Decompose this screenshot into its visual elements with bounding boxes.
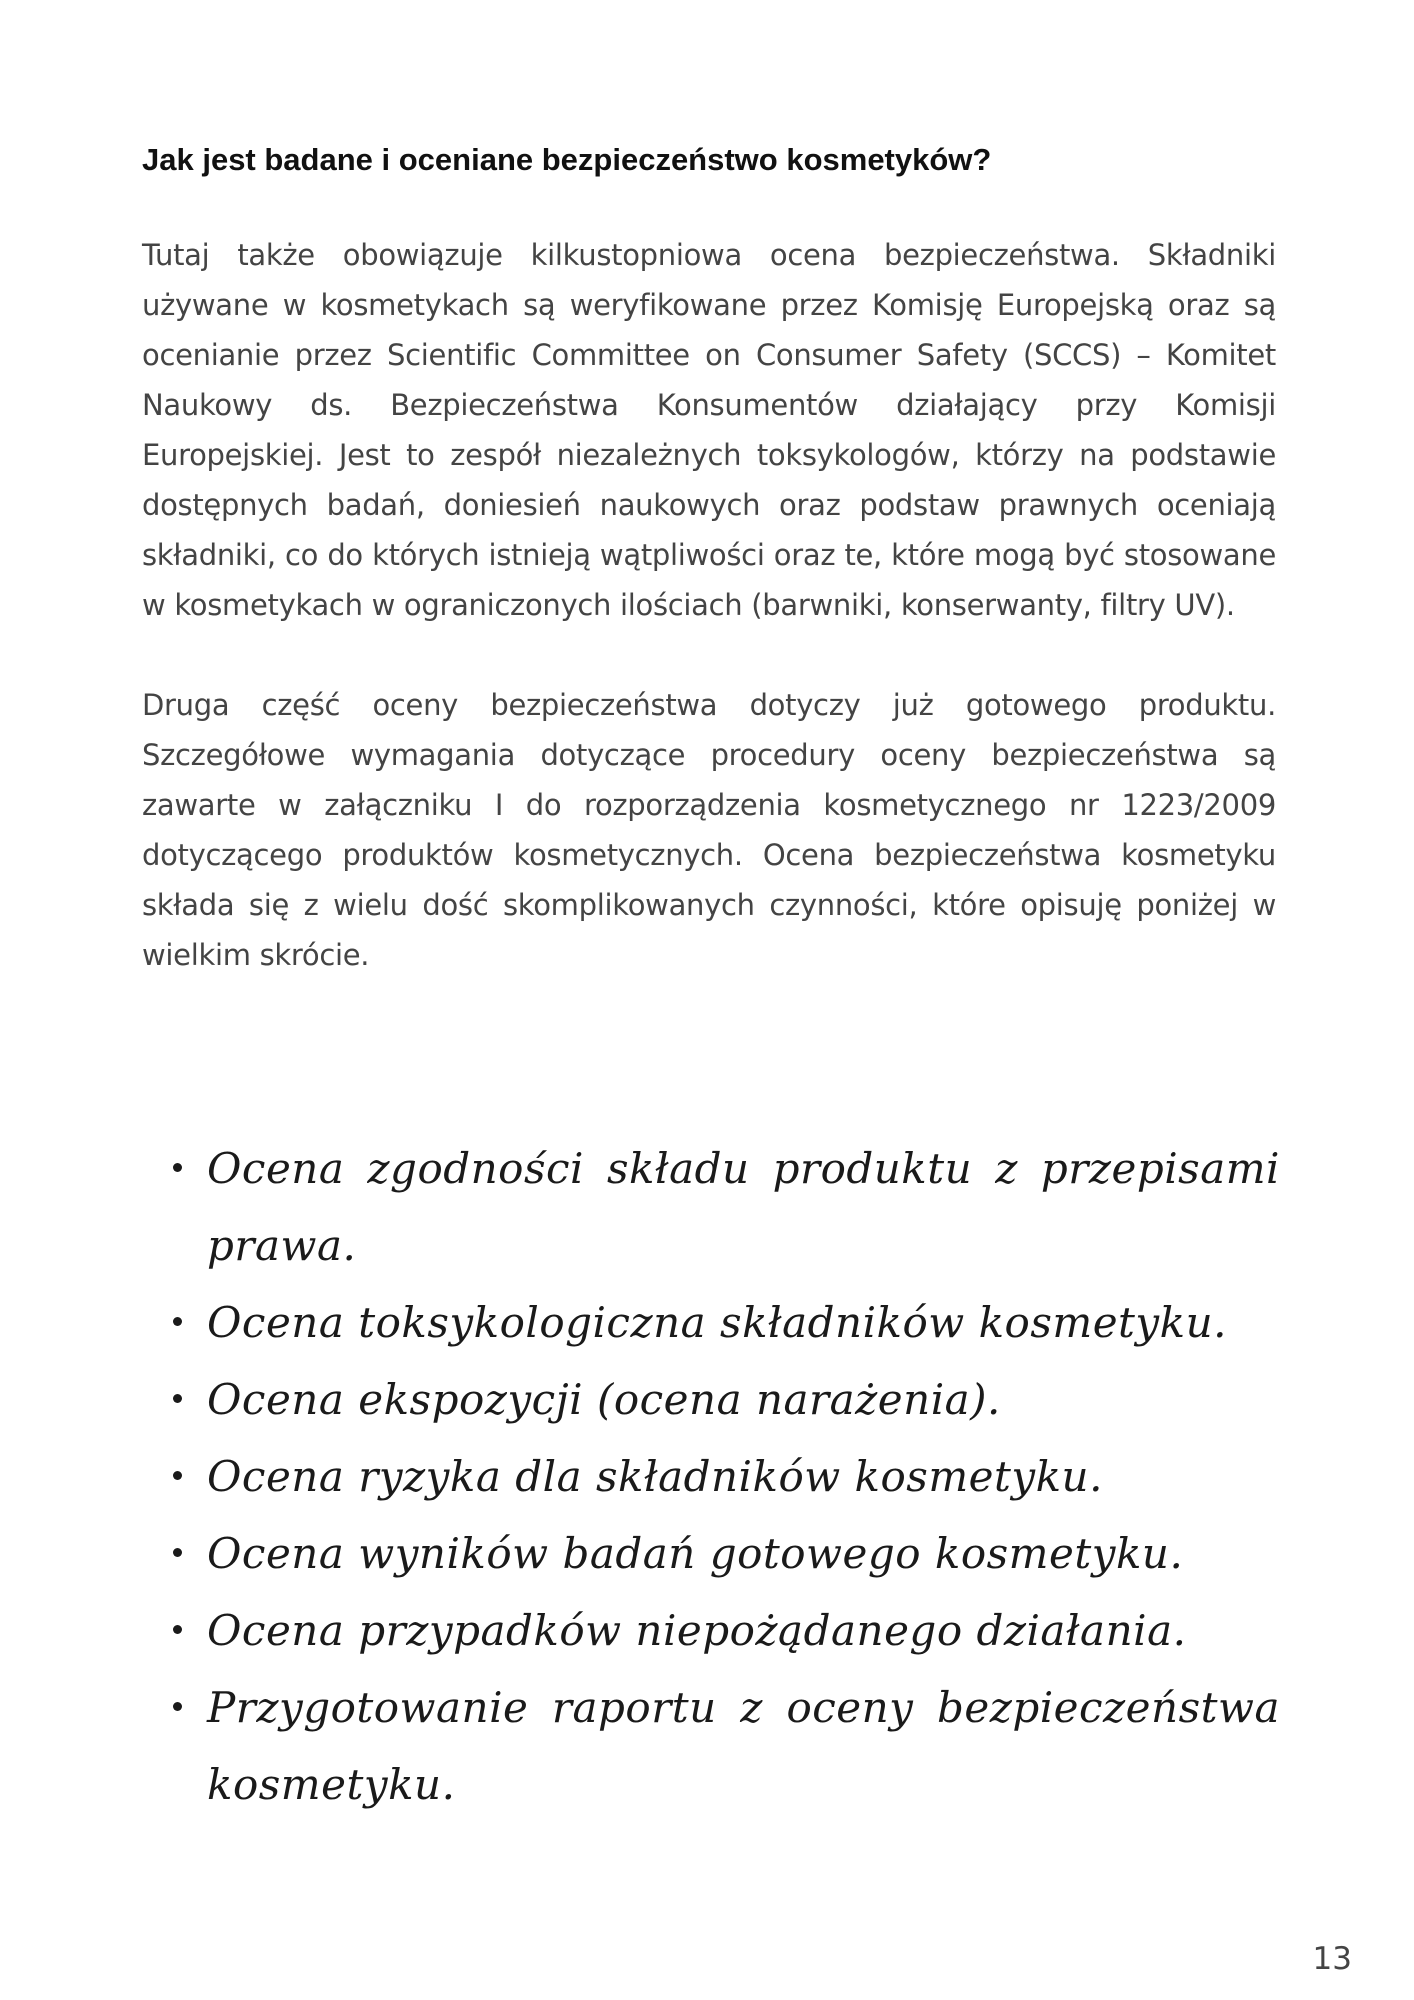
bullet-icon (173, 1317, 182, 1326)
list-item-text: Przygotowanie raportu z oceny bezpieczeństwa kosmetyku. (207, 1683, 1280, 1809)
bullet-icon (173, 1394, 182, 1403)
bullet-icon (173, 1625, 182, 1634)
list-item (165, 1284, 1280, 1361)
paragraph-ingredients-assessment: Tutaj także obowiązuje kilkustopniowa ocena bezpieczeństwa. Składniki używane w kosmetykach są weryfikowane przez Komisję Europejską oraz są ocenianie przez Scientific Committee on Consumer Safety (SCCS) – Komitet Naukowy ds. Bezpieczeństwa Konsumentów działający przy Komisji Europejskiej. Jest to zespół niezależnych toksykologów, którzy na podstawie dostępnych badań, doniesień naukowych oraz podstaw prawnych oceniają składniki, co do których istnieją wątpliwości oraz te, które mogą być stosowane w kosmetykach w ograniczonych ilościach (barwniki, konserwanty, filtry UV). (142, 238, 1276, 622)
bullet-icon (173, 1702, 182, 1711)
paragraph-product-assessment: Druga część oceny bezpieczeństwa dotyczy już gotowego produktu. Szczegółowe wymagania dotyczące procedury oceny bezpieczeństwa są zawarte w załączniku I do rozporządzenia kosmetycznego nr 1223/2009 dotyczącego produktów kosmetycznych. Ocena bezpieczeństwa kosmetyku składa się z wielu dość skomplikowanych czynności, które opisuję poniżej w wielkim skrócie. (142, 688, 1276, 972)
page-number: 13 (1312, 1941, 1352, 1977)
assessment-steps-list (165, 1130, 1280, 1823)
bullet-icon (173, 1548, 182, 1557)
list-item (165, 1669, 1280, 1823)
list-item-text: Ocena ryzyka dla składników kosmetyku. (207, 1452, 1103, 1501)
list-item-text: Ocena zgodności składu produktu z przepisami prawa. (207, 1144, 1280, 1270)
section-heading: Jak jest badane i oceniane bezpieczeństwo kosmetyków? (142, 142, 992, 177)
list-item (165, 1438, 1280, 1515)
list-item (165, 1361, 1280, 1438)
text-column (142, 138, 1276, 1030)
list-item-text: Ocena ekspozycji (ocena narażenia). (207, 1375, 1001, 1424)
list-item-text: Ocena wyników badań gotowego kosmetyku. (207, 1529, 1184, 1578)
list-item (165, 1515, 1280, 1592)
list-item (165, 1592, 1280, 1669)
list-item-text: Ocena przypadków niepożądanego działania. (207, 1606, 1187, 1655)
bullet-icon (173, 1163, 182, 1172)
list-item (165, 1130, 1280, 1284)
bullet-icon (173, 1471, 182, 1480)
list-item-text: Ocena toksykologiczna składników kosmetyku. (207, 1298, 1228, 1347)
